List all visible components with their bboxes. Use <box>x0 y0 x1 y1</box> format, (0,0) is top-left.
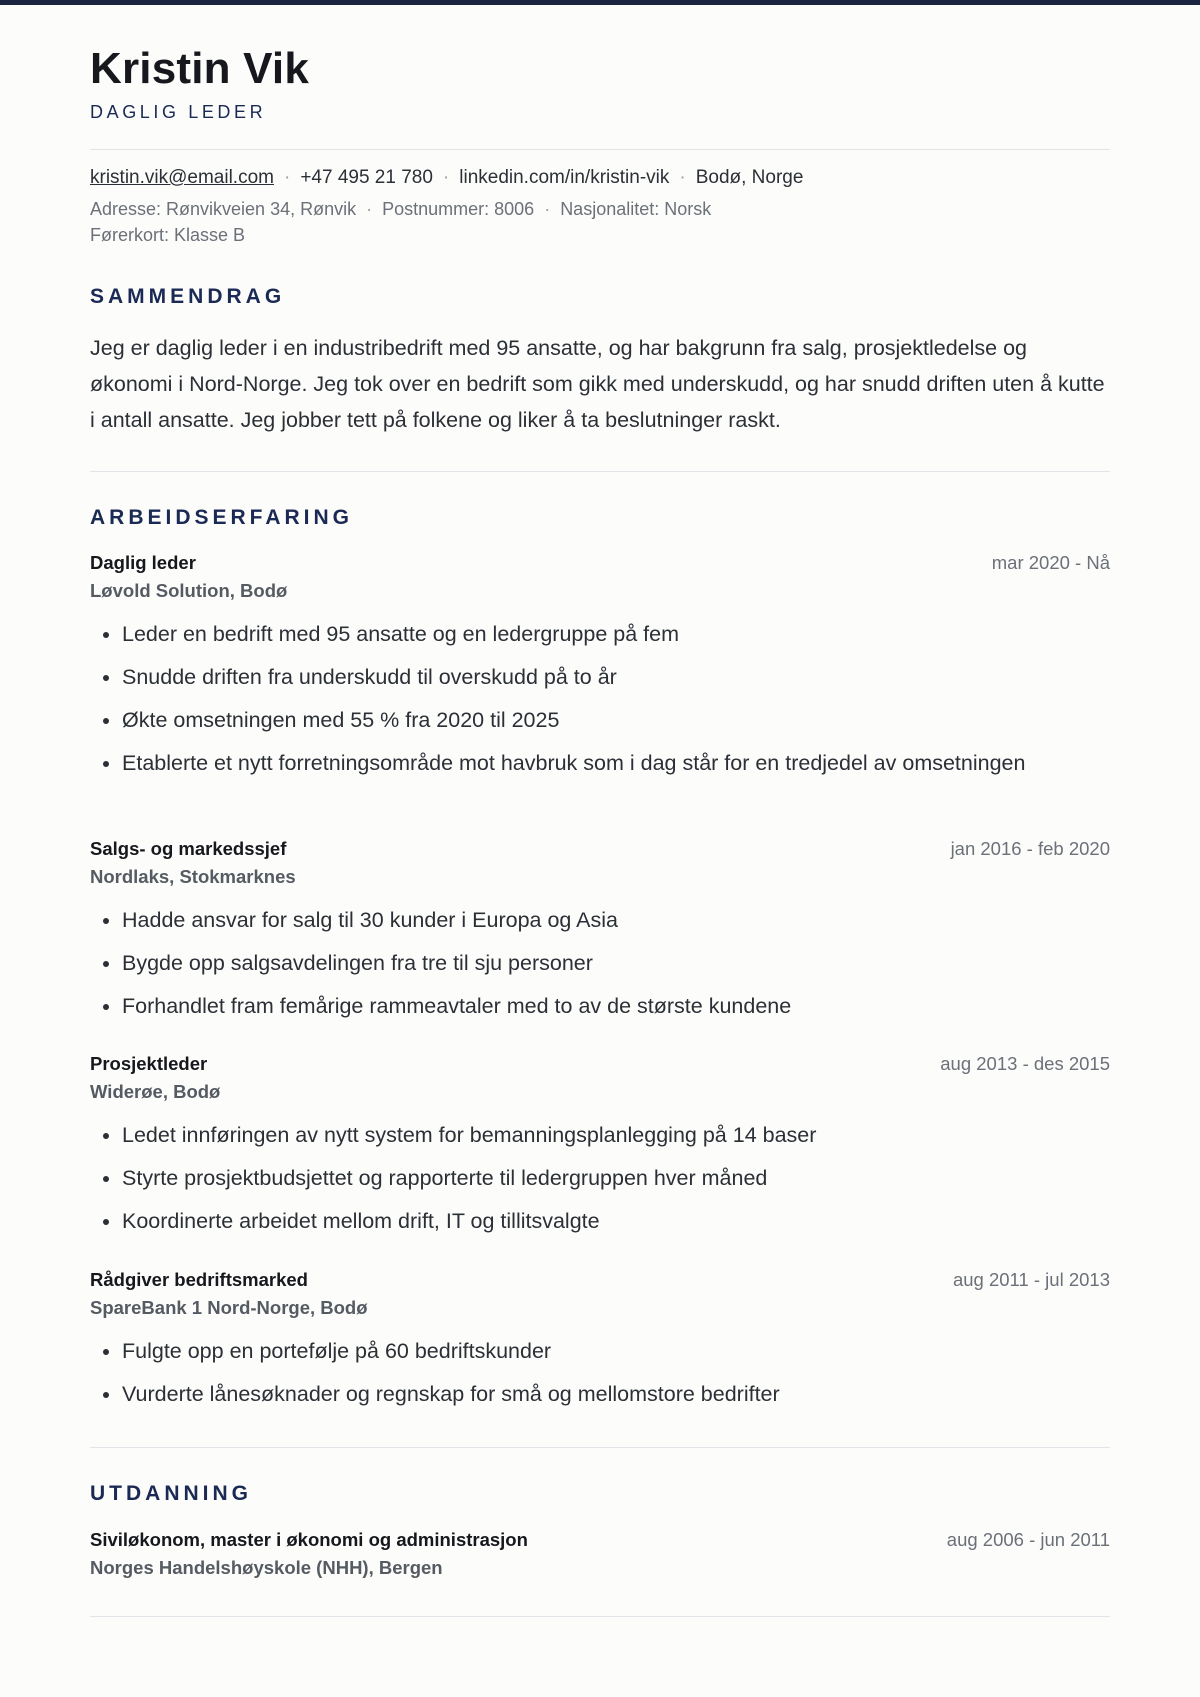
education-heading: UTDANNING <box>90 1482 252 1505</box>
bullet-item: • Leder en bedrift med 95 ansatte og en ledergruppe på fem <box>122 616 1082 652</box>
job-date: mar 2020 - Nå <box>991 552 1110 573</box>
job-title: Salgs- og markedssjef <box>90 838 287 859</box>
bullet-item: • Etablerte et nytt forretningsområde mot havbruk som i dag står for en tredjedel av omsetningen <box>122 745 1082 781</box>
job-organization: Widerøe, Bodø <box>90 1081 221 1102</box>
bullet-item: • Styrte prosjektbudsjettet og rapporterte til ledergruppen hver måned <box>122 1160 1082 1196</box>
bullet-item: • Bygde opp salgsavdelingen fra tre til sju personer <box>122 945 1082 981</box>
summary-heading: SAMMENDRAG <box>90 285 286 308</box>
postal-code: Postnummer: 8006 <box>382 199 535 219</box>
job-organization: SpareBank 1 Nord-Norge, Bodø <box>90 1297 368 1318</box>
bullet-item: • Fulgte opp en portefølje på 60 bedriftskunder <box>122 1333 1082 1369</box>
contact-separator: · <box>679 167 686 188</box>
contact-separator: · <box>442 167 450 188</box>
bullet-item: • Forhandlet fram femårige rammeavtaler med to av de største kundene <box>122 988 1082 1024</box>
section-divider <box>90 1447 1110 1448</box>
phone-number: +47 495 21 780 <box>300 167 433 188</box>
linkedin-url: linkedin.com/in/kristin-vik <box>459 167 670 188</box>
contact-line-primary <box>90 167 803 189</box>
education-date: aug 2006 - jun 2011 <box>946 1529 1110 1550</box>
email-link[interactable]: kristin.vik@email.com <box>90 167 274 188</box>
nationality: Nasjonalitet: Norsk <box>560 199 712 219</box>
contact-line-secondary <box>90 199 711 220</box>
bullet-item: • Økte omsetningen med 55 % fra 2020 til 2025 <box>122 702 1082 738</box>
job-date: aug 2013 - des 2015 <box>940 1053 1110 1074</box>
school-name: Norges Handelshøyskole (NHH), Bergen <box>90 1557 443 1578</box>
top-accent-bar <box>0 0 1200 5</box>
address: Adresse: Rønvikveien 34, Rønvik <box>90 199 357 219</box>
bullet-item: • Vurderte lånesøknader og regnskap for små og mellomstore bedrifter <box>122 1376 1082 1412</box>
job-bullets <box>90 902 1082 1031</box>
section-divider <box>90 1616 1110 1617</box>
degree-title: Siviløkonom, master i økonomi og administrasjon <box>90 1529 528 1550</box>
job-bullets <box>90 616 1082 788</box>
contact-separator: · <box>544 199 551 219</box>
bullet-item: • Snudde driften fra underskudd til overskudd på to år <box>122 659 1082 695</box>
location: Bodø, Norge <box>695 167 804 188</box>
candidate-name: Kristin Vik <box>90 44 310 93</box>
job-title: Rådgiver bedriftsmarked <box>90 1269 308 1290</box>
job-organization: Nordlaks, Stokmarknes <box>90 866 296 887</box>
drivers-license: Førerkort: Klasse B <box>90 225 246 245</box>
contact-separator: · <box>366 199 373 219</box>
job-title: Prosjektleder <box>90 1053 208 1074</box>
bullet-item: • Koordinerte arbeidet mellom drift, IT og tillitsvalgte <box>122 1203 1082 1239</box>
job-date: jan 2016 - feb 2020 <box>950 838 1110 859</box>
job-bullets <box>90 1333 1082 1419</box>
job-bullets <box>90 1117 1082 1246</box>
summary-text: Jeg er daglig leder i en industribedrift med 95 ansatte, og har bakgrunn fra salg, prosjektledelse og økonomi i Nord-Norge. Jeg tok over en bedrift som gikk med underskudd, og har snudd driften uten å kutte i antall ansatte. Jeg jobber tett på folkene og liker å ta beslutninger raskt. <box>90 336 1105 432</box>
bullet-item: • Ledet innføringen av nytt system for bemanningsplanlegging på 14 baser <box>122 1117 1082 1153</box>
section-divider <box>90 471 1110 472</box>
experience-heading: ARBEIDSERFARING <box>90 506 354 529</box>
header-divider <box>90 149 1110 150</box>
contact-separator: · <box>283 167 291 188</box>
candidate-role: DAGLIG LEDER <box>90 102 267 122</box>
job-title: Daglig leder <box>90 552 196 573</box>
job-organization: Løvold Solution, Bodø <box>90 580 288 601</box>
job-date: aug 2011 - jul 2013 <box>952 1269 1110 1290</box>
bullet-item: • Hadde ansvar for salg til 30 kunder i Europa og Asia <box>122 902 1082 938</box>
